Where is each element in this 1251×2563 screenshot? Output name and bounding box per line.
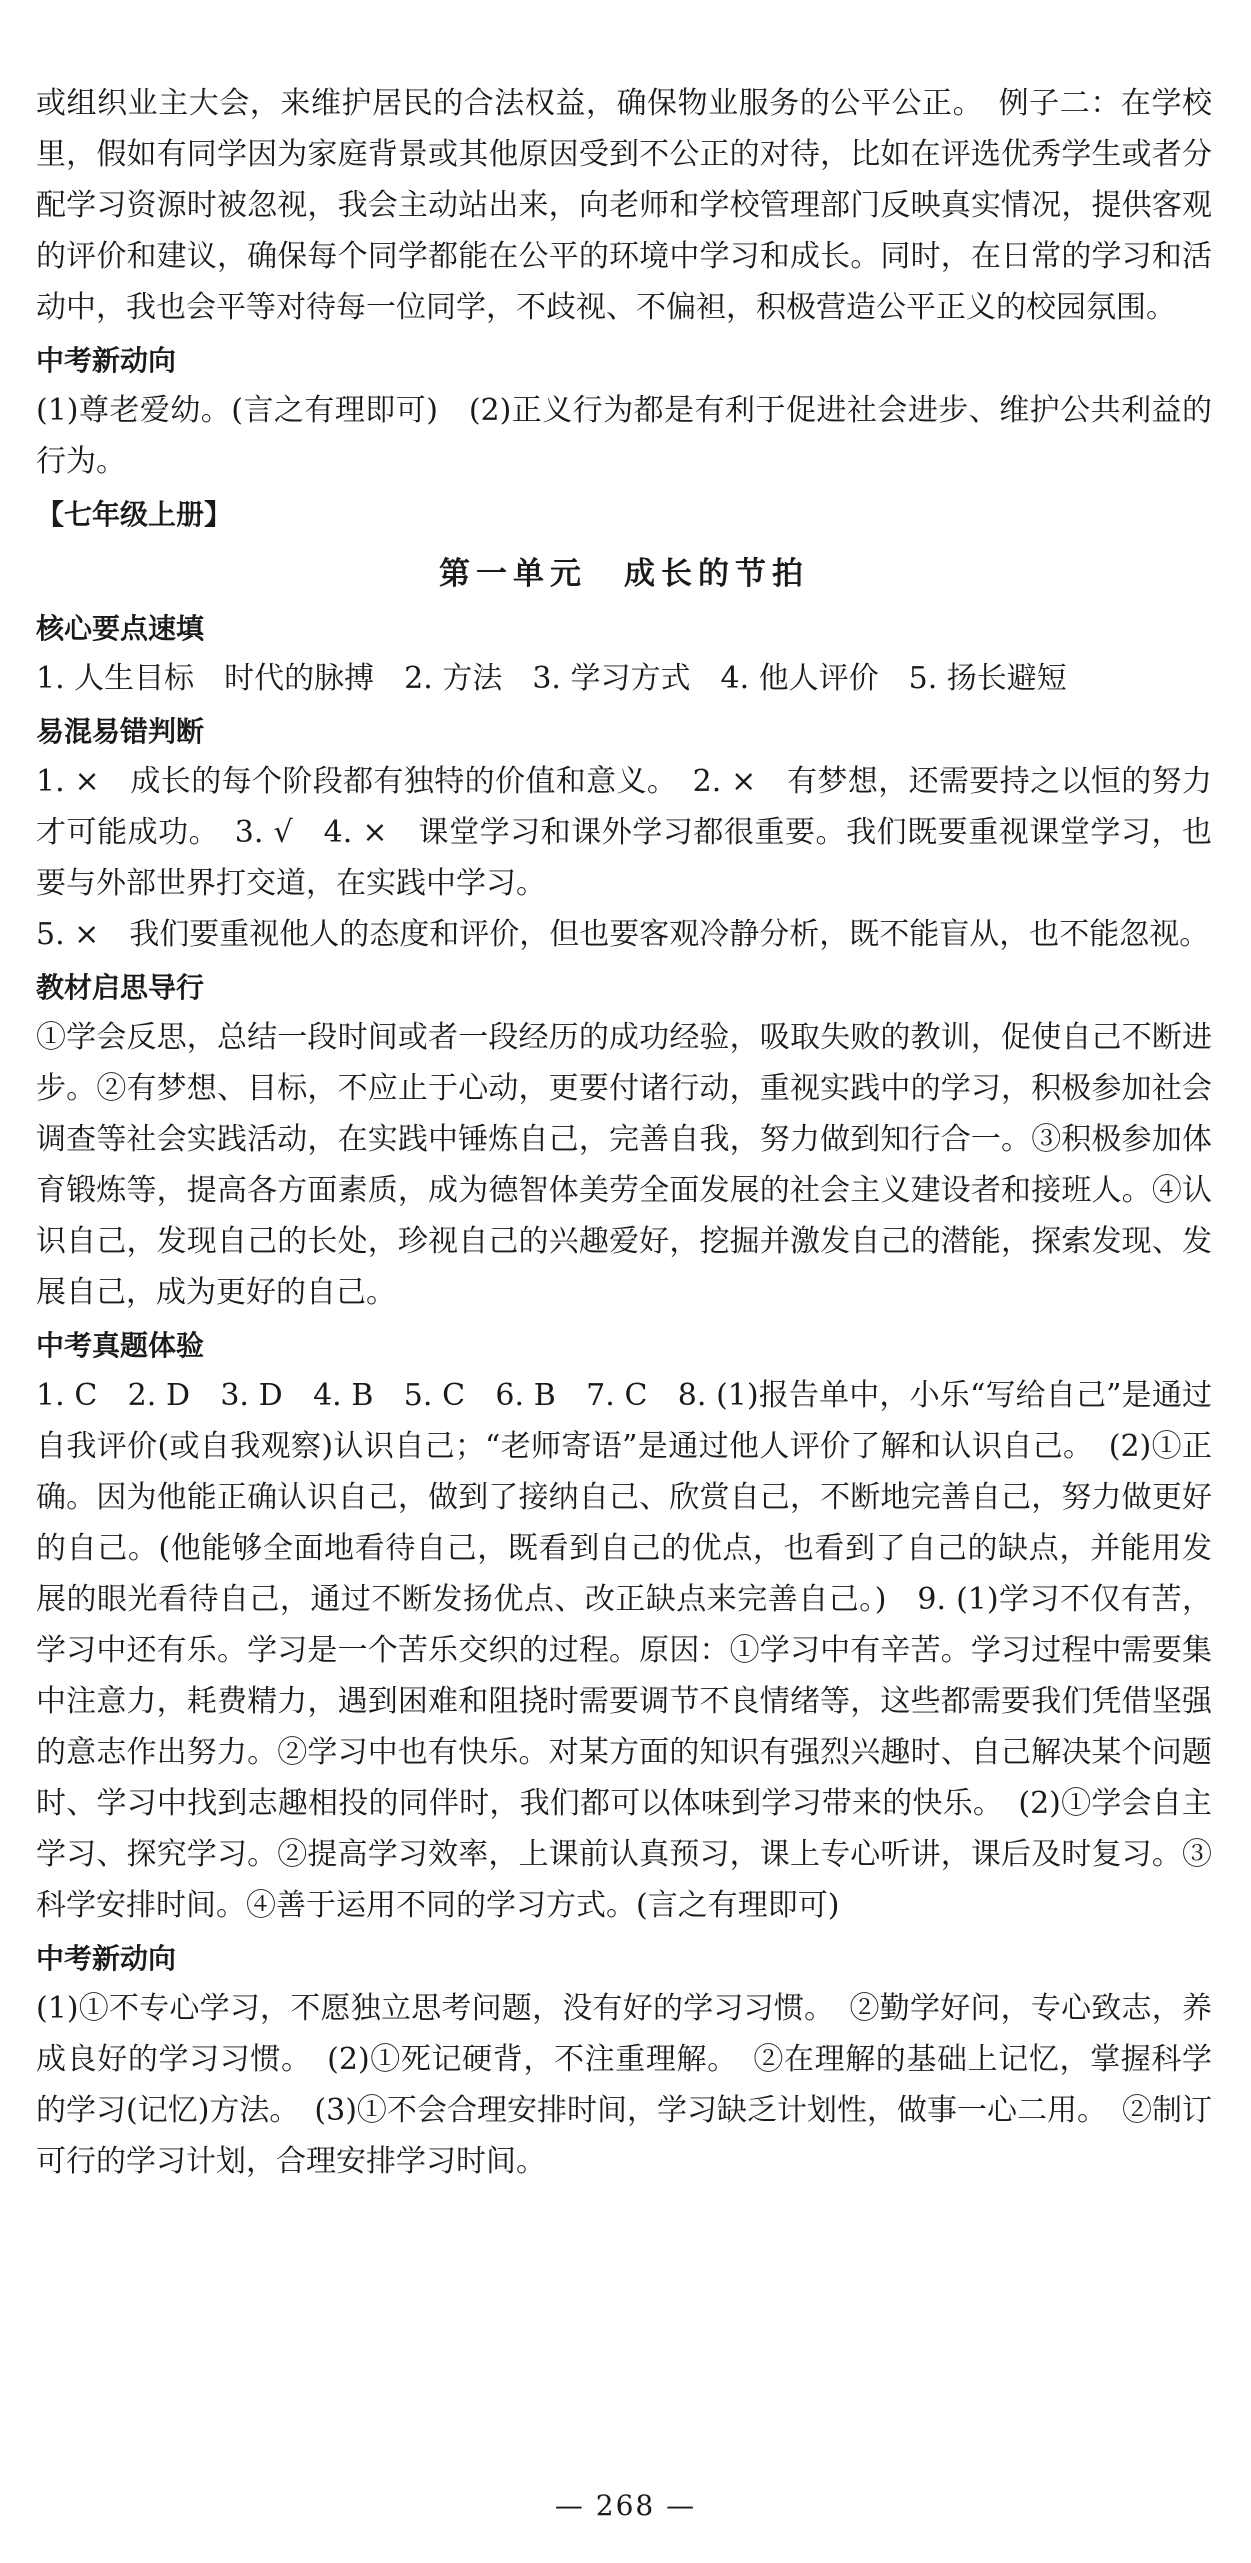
section-body-core-points: 1. 人生目标 时代的脉搏 2. 方法 3. 学习方式 4. 他人评价 5. 扬长避短 xyxy=(36,661,1067,696)
paragraph-continued: 或组织业主大会，来维护居民的合法权益，确保物业服务的公平公正。 例子二：在学校里，假如有同学因为家庭背景或其他原因受到不公正的对待，比如在评选优秀学生或者分配学习资源时被忽视，我会主动站出来，向老师和学校管理部门反映真实情况，提供客观的评价和建议，确保每个同学都能在公平的环境中学习和成长。同时，在日常的学习和活动中，我也会平等对待每一位同学，不歧视、不偏袒，积极营造公平正义的校园氛围。 xyxy=(36,86,1212,325)
page-number: — 268 — xyxy=(554,2489,697,2522)
book-label: 【七年级上册】 xyxy=(36,498,233,531)
section-body-true-false-2: 5. × 我们要重视他人的态度和评价，但也要客观冷静分析，既不能盲从，也不能忽视。 xyxy=(36,917,1210,952)
unit-title xyxy=(36,547,1212,601)
section-body-new-trend-2: (1)①不专心学习，不愿独立思考问题，没有好的学习习惯。 ②勤学好问，专心致志，养成良好的学习习惯。 (2)①死记硬背，不注重理解。 ②在理解的基础上记忆，掌握科学的学习(记忆)方法。 (3)①不会合理安排时间，学习缺乏计划性，做事一心二用。 ②制订可行的学习计划，合理安排学习时间。 xyxy=(36,1991,1212,2179)
answer-page xyxy=(36,78,1212,2187)
section-body-textbook: ①学会反思，总结一段时间或者一段经历的成功经验，吸取失败的教训，促使自己不断进步。②有梦想、目标，不应止于心动，更要付诸行动，重视实践中的学习，积极参加社会调查等社会实践活动，在实践中锤炼自己，完善自我，努力做到知行合一。③积极参加体育锻炼等，提高各方面素质，成为德智体美劳全面发展的社会主义建设者和接班人。④认识自己，发现自己的长处，珍视自己的兴趣爱好，挖掘并激发自己的潜能，探索发现、发展自己，成为更好的自己。 xyxy=(36,1020,1212,1310)
section-heading-textbook: 教材启思导行 xyxy=(36,971,205,1004)
section-heading-new-trend-2: 中考新动向 xyxy=(36,1942,177,1975)
section-body-exam: 1. C 2. D 3. D 4. B 5. C 6. B 7. C 8. (1)报告单中，小乐“写给自己”是通过自我评价(或自我观察)认识自己；“老师寄语”是通过他人评价了解和认识自己。 (2)①正确。因为他能正确认识自己，做到了接纳自己、欣赏自己，不断地完善自己，努力做更好的自己。(他能够全面地看待自己，既看到自己的优点，也看到了自己的缺点，并能用发展的眼光看待自己，通过不断发扬优点、改正缺点来完善自己。) 9. (1)学习不仅有苦，学习中还有乐。学习是一个苦乐交织的过程。原因：①学习中有辛苦。学习过程中需要集中注意力，耗费精力，遇到困难和阻挠时需要调节不良情绪等，这些都需要我们凭借坚强的意志作出努力。②学习中也有快乐。对某方面的知识有强烈兴趣时、自己解决某个问题时、学习中找到志趣相投的同伴时，我们都可以体味到学习带来的快乐。 (2)①学会自主学习、探究学习。②提高学习效率，上课前认真预习，课上专心听讲，课后及时复习。③科学安排时间。④善于运用不同的学习方式。(言之有理即可) xyxy=(36,1378,1212,1923)
section-heading-true-false: 易混易错判断 xyxy=(36,715,205,748)
unit-title-text: 第一单元 成长的节拍 xyxy=(439,556,809,592)
section-body-new-trend-1: (1)尊老爱幼。(言之有理即可) (2)正义行为都是有利于促进社会进步、维护公共利益的行为。 xyxy=(36,393,1212,479)
section-heading-core-points: 核心要点速填 xyxy=(36,612,205,645)
section-heading-new-trend-1: 中考新动向 xyxy=(36,344,177,377)
section-heading-exam: 中考真题体验 xyxy=(36,1329,205,1362)
section-body-true-false-1: 1. × 成长的每个阶段都有独特的价值和意义。 2. × 有梦想，还需要持之以恒的努力才可能成功。 3. √ 4. × 课堂学习和课外学习都很重要。我们既要重视课堂学习，也要与外部世界打交道，在实践中学习。 xyxy=(36,764,1212,901)
